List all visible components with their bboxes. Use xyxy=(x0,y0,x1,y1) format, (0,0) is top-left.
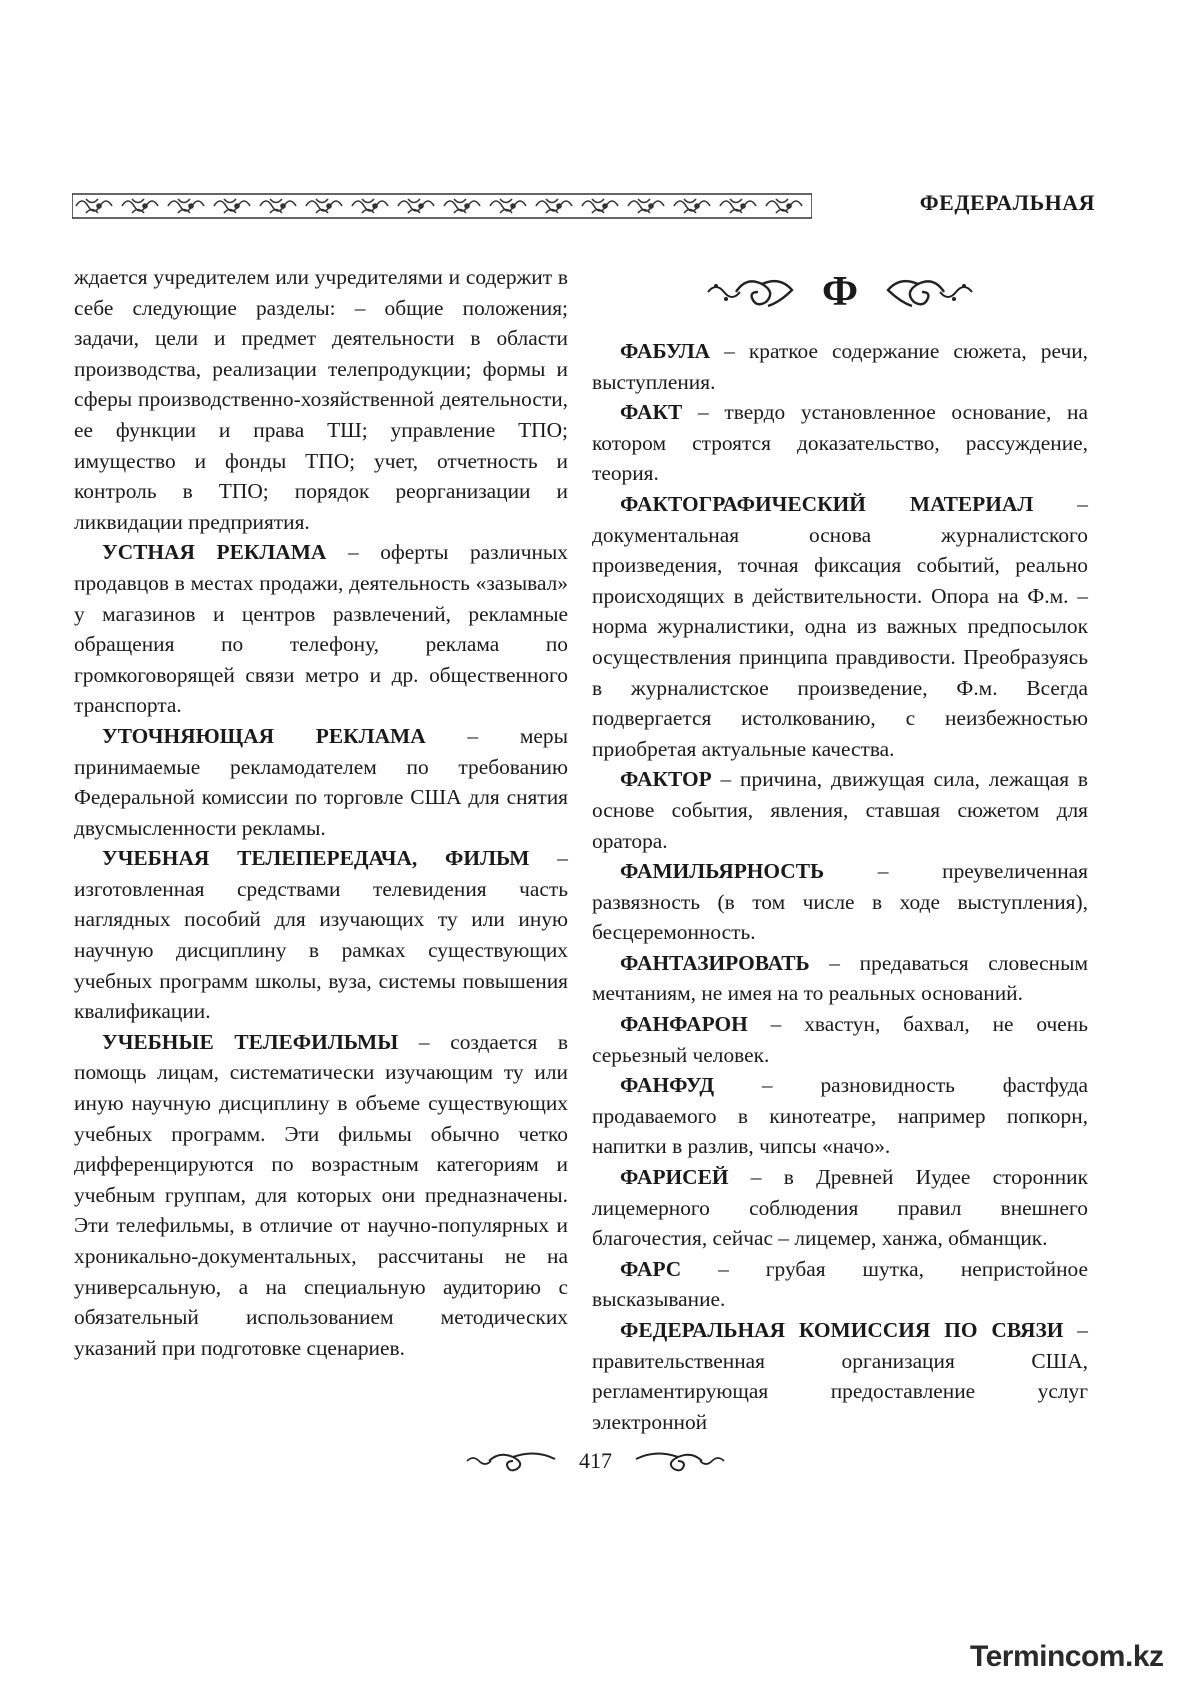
entry-term: ФАБУЛА xyxy=(620,339,711,363)
entry-term: ФАНТАЗИРОВАТЬ xyxy=(620,950,810,975)
dictionary-entry xyxy=(592,397,1088,489)
section-letter: Ф xyxy=(821,269,859,315)
dictionary-entry xyxy=(74,1027,568,1364)
letter-heading xyxy=(592,262,1088,322)
entry-definition: – документальная основа журналистского произведения, точная фиксация событий, реально происходящих в действительности. Опора на Ф.м. – норма журналистики, одна из важных предпосылок осуществления принципа правдивости. Преобразуясь в журналистское произведение, Ф.м. Всегда подвергается истолкованию, с неизбежностью приобретая актуальные качества. xyxy=(592,491,1088,761)
left-column xyxy=(74,262,568,1363)
entry-definition: – меры принимаемые рекламодателем по требованию Федеральной комиссии по торговле США для снятия двусмысленности рекламы. xyxy=(74,723,568,840)
entry-definition: ждается учредителем или учредителями и содержит в себе следующие разделы: – общие положения; задачи, цели и предмет деятельности в области производства, реализации телепродукции; формы и сферы производственно-хозяйственной деятельности, ее функции и права ТШ; управление ТПО; имущество и фонды ТПО; учет, отчетность и контроль в ТПО; порядок реорганизации и ликвидации предприятия. xyxy=(74,265,568,534)
left-footer-swirl-icon xyxy=(465,1449,557,1473)
entry-term: ФАРС xyxy=(620,1256,682,1281)
dictionary-entry xyxy=(592,856,1088,948)
page-footer xyxy=(0,1448,1191,1474)
entry-definition: – правительственная организация США, регламентирующая предоставление услуг электронной xyxy=(592,1318,1088,1434)
entry-term: УТОЧНЯЮЩАЯ РЕКЛАМА xyxy=(102,723,426,748)
entry-term: УСТНАЯ РЕКЛАМА xyxy=(102,540,327,565)
entry-term: ФАРИСЕЙ xyxy=(620,1165,729,1190)
dictionary-entry xyxy=(592,1254,1088,1315)
site-watermark: Termincom.kz xyxy=(970,1640,1164,1673)
entry-term: УЧЕБНЫЕ ТЕЛЕФИЛЬМЫ xyxy=(102,1029,399,1054)
right-footer-swirl-icon xyxy=(634,1449,726,1473)
entry-definition: – преувеличенная развязность (в том числе в ходе выступления), бесцеремонность. xyxy=(592,859,1088,945)
entry-term: ФАКТОР xyxy=(620,767,712,792)
dictionary-entry xyxy=(592,764,1088,856)
entry-term: УЧЕБНАЯ ТЕЛЕПЕРЕДАЧА, ФИЛЬМ xyxy=(102,846,530,871)
right-column xyxy=(592,262,1088,1437)
entry-definition: – создается в помощь лицам, систематически изучающим ту или иную научную дисциплину в объеме существующих учебных программ. Эти фильмы обычно четко дифференцируются по возрастным категориям и учебным группам, для которых они предназначены. Эти телефильмы, в отличие от научно-популярных и хроникально-документальных, рассчитаны не на универсальную, а на специальную аудиторию с обязательный использованием методических указаний при подготовке сценариев. xyxy=(74,1029,569,1360)
dictionary-entry xyxy=(592,1009,1088,1070)
dictionary-entry xyxy=(592,336,1088,397)
entry-definition: – в Древней Иудее сторонник лицемерного соблюдения правил внешнего благочестия, сейчас – лицемер, ханжа, обманщик. xyxy=(592,1165,1088,1251)
dictionary-entry xyxy=(74,721,568,843)
dictionary-entry xyxy=(592,489,1088,764)
entry-term: ФЕДЕРАЛЬНАЯ КОМИССИЯ ПО СВЯЗИ xyxy=(620,1318,1064,1342)
entry-definition: – разновидность фастфуда продаваемого в кинотеатре, например попкорн, напитки в разлив, чипсы «начо». xyxy=(592,1073,1088,1159)
dictionary-entry xyxy=(592,1162,1088,1254)
entry-term: ФАМИЛЬЯРНОСТЬ xyxy=(620,859,825,884)
dictionary-entry xyxy=(74,843,568,1027)
running-head: ФЕДЕРАЛЬНАЯ xyxy=(919,190,1095,215)
right-swirl-ornament-icon xyxy=(884,272,974,312)
page-number: 417 xyxy=(579,1448,612,1473)
dictionary-entry xyxy=(74,537,568,721)
dictionary-entry xyxy=(74,262,568,537)
entry-term: ФАКТОГРАФИЧЕСКИЙ МАТЕРИАЛ xyxy=(620,491,1034,516)
left-swirl-ornament-icon xyxy=(706,272,796,312)
entry-definition: – краткое содержание сюжета, речи, выступления. xyxy=(592,339,1088,394)
entry-definition: – грубая шутка, непристойное высказывание. xyxy=(592,1256,1088,1312)
entry-term: ФАНФУД xyxy=(620,1073,715,1098)
dictionary-entry xyxy=(592,1070,1088,1162)
dictionary-entry xyxy=(592,948,1088,1009)
entry-definition: – оферты различных продавцов в местах продажи, деятельность «зазывал» у магазинов и центров развлечений, рекламные обращения по телефону, реклама по громкоговорящей связи метро и др. общественного транспорта. xyxy=(74,540,568,718)
entry-definition: – предаваться словесным мечтаниям, не имея на то реальных оснований. xyxy=(592,950,1088,1006)
entry-definition: – хвастун, бахвал, не очень серьезный человек. xyxy=(592,1012,1088,1067)
dictionary-entry xyxy=(592,1315,1088,1437)
entry-definition: – причина, движущая сила, лежащая в основе события, явления, ставшая сюжетом для оратора. xyxy=(592,767,1088,853)
entry-term: ФАНФАРОН xyxy=(620,1012,748,1037)
entry-term: ФАКТ xyxy=(620,400,683,425)
entry-definition: – твердо установленное основание, на котором строятся доказательство, рассуждение, теория. xyxy=(592,400,1088,486)
entry-definition: – изготовленная средствами телевидения часть наглядных пособий для изучающих ту или иную научную дисциплину в рамках существующих учебных программ школы, вуза, системы повышения квалификации. xyxy=(74,846,568,1024)
ornamental-band-icon xyxy=(72,193,812,219)
